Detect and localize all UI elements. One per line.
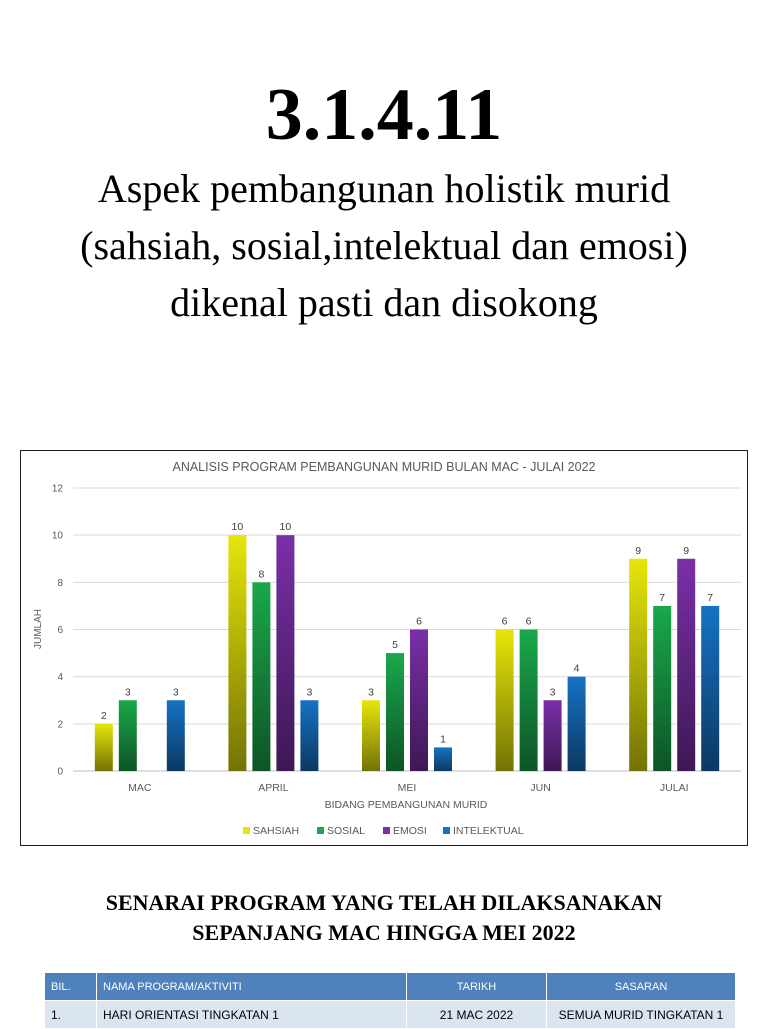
data-label: 3 [124, 686, 131, 699]
bar-intelektual-april [300, 700, 318, 771]
legend-swatch [383, 827, 390, 834]
y-tick-label: 6 [57, 625, 63, 636]
data-label: 6 [525, 615, 532, 628]
x-tick-label: MAC [128, 782, 152, 794]
data-label: 6 [501, 615, 508, 628]
cell-target: SEMUA MURID TINGKATAN 1 [547, 1001, 736, 1029]
chart-legend [243, 825, 524, 837]
data-label: 10 [279, 521, 292, 534]
data-label: 8 [258, 568, 265, 581]
bar-sahsiah-mei [362, 700, 380, 771]
legend-item: EMOSI [393, 825, 427, 837]
legend-swatch [243, 827, 250, 834]
bar-sahsiah-mac [95, 724, 113, 771]
data-label: 4 [573, 662, 580, 675]
table-header-row [45, 973, 736, 1001]
bar-intelektual-mei [434, 747, 452, 771]
data-label: 9 [635, 544, 642, 557]
bar-intelektual-julai [701, 606, 719, 771]
data-label: 2 [100, 709, 107, 722]
header-program-name: NAMA PROGRAM/AKTIVITI [97, 973, 407, 1001]
data-label: 3 [172, 686, 179, 699]
header-date: TARIKH [407, 973, 547, 1001]
data-label: 6 [416, 615, 422, 628]
cell-bil: 1. [45, 1001, 97, 1029]
table-row [45, 1001, 736, 1029]
bar-sosial-jun [520, 630, 538, 772]
y-tick-label: 10 [51, 530, 63, 542]
y-tick-label: 8 [57, 577, 63, 589]
data-label: 10 [231, 521, 244, 534]
legend-item: SOSIAL [327, 825, 365, 837]
bar-sahsiah-april [228, 535, 246, 771]
data-label: 7 [707, 591, 714, 604]
cell-program-name: HARI ORIENTASI TINGKATAN 1 [97, 1001, 407, 1029]
data-label: 9 [683, 544, 690, 557]
header-bil: BIL. [45, 973, 97, 1001]
y-axis-label: JUMLAH [33, 608, 44, 650]
bar-sosial-julai [653, 606, 671, 771]
data-label: 1 [440, 733, 446, 746]
bar-emosi-julai [677, 559, 695, 771]
x-tick-label: JUN [530, 782, 551, 794]
program-list-title: SENARAI PROGRAM YANG TELAH DILAKSANAKAN SEPANJANG MAC HINGGA MEI 2022 [105, 890, 663, 945]
bar-emosi-mei [410, 630, 428, 772]
bar-sosial-april [252, 582, 270, 771]
header-target: SASARAN [547, 973, 736, 1001]
legend-swatch [443, 827, 450, 834]
data-label: 3 [549, 686, 556, 699]
chart-canvas [21, 451, 747, 845]
data-label: 3 [368, 686, 374, 699]
y-tick-label: 4 [57, 672, 63, 684]
slide-number: 3.1.4.11 [265, 74, 503, 156]
data-label: 3 [306, 686, 313, 699]
bar-emosi-april [276, 535, 294, 771]
x-tick-label: MEI [397, 782, 417, 794]
x-axis-label: BIDANG PEMBANGUNAN MURID [324, 799, 488, 811]
data-label: 5 [392, 639, 398, 652]
legend-item: SAHSIAH [253, 825, 300, 837]
legend-swatch [317, 827, 324, 834]
x-tick-label: APRIL [258, 782, 289, 794]
bar-intelektual-mac [167, 700, 185, 771]
chart-title: ANALISIS PROGRAM PEMBANGUNAN MURID BULAN MAC - JULAI 2022 [172, 460, 596, 474]
cell-date: 21 MAC 2022 [407, 1001, 547, 1029]
bar-sahsiah-julai [629, 559, 647, 771]
y-tick-label: 2 [57, 719, 63, 731]
program-table [44, 972, 736, 1029]
x-tick-label: JULAI [659, 782, 689, 794]
y-tick-label: 0 [57, 766, 63, 778]
bar-sosial-mei [386, 653, 404, 771]
bar-sahsiah-jun [496, 630, 514, 772]
slide-subtitle: Aspek pembangunan holistik murid (sahsiah, sosial,intelektual dan emosi) dikenal pasti dan disokong [80, 166, 688, 325]
bar-chart [20, 450, 748, 846]
legend-item: INTELEKTUAL [453, 825, 524, 837]
y-tick-label: 12 [51, 483, 63, 495]
bar-emosi-jun [544, 700, 562, 771]
bar-intelektual-jun [568, 677, 586, 771]
bar-sosial-mac [119, 700, 137, 771]
data-label: 7 [659, 591, 666, 604]
